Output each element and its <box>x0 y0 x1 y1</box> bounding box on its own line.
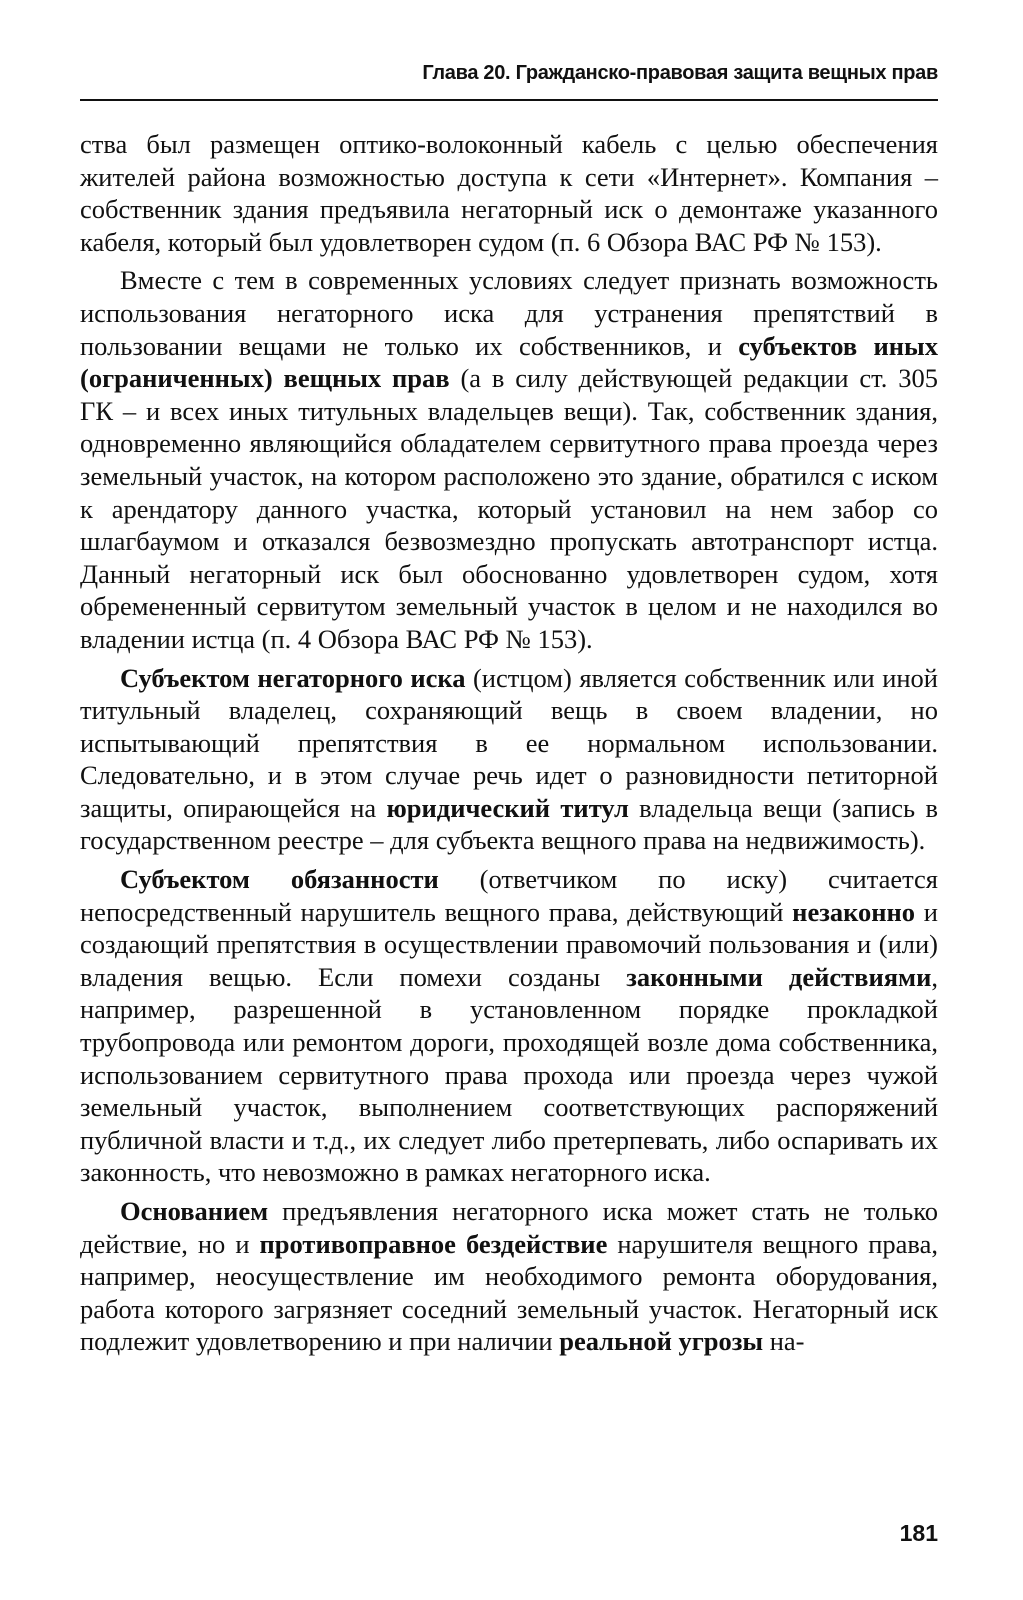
page-number: 181 <box>899 1520 938 1546</box>
body-text <box>80 128 938 1364</box>
text-run: , например, разрешенной в установленном порядке прокладкой трубопровода или ремонтом дороги, проходящей возле дома собственника, использованием сервитутного права прохода или проезда через чужой земельный участок, выполнением соответствующих распоряжений публичной власти и т.д., их следует либо претерпевать, либо оспаривать их законность, что невозможно в рамках негаторного иска. <box>80 961 938 1188</box>
paragraph-5 <box>80 1195 938 1358</box>
text-run: и создающий препятствия в осуществлении правомочий пользования и (или) владения вещью. Если помехи созданы <box>80 896 938 992</box>
bold-term: Субъектом негаторного иска <box>120 662 466 693</box>
bold-term: Субъектом обязанности <box>120 864 439 895</box>
running-header: Глава 20. Гражданско-правовая защита вещных прав <box>422 62 938 84</box>
bold-term: законными действиями <box>626 961 932 992</box>
bold-term: Основанием <box>120 1196 269 1226</box>
bold-term: незаконно <box>792 896 916 927</box>
bold-term: противоправное бездействие <box>259 1228 608 1259</box>
text-run: предъявления негаторного иска может стать не только действие, но и <box>80 1196 938 1259</box>
text-run: владельца вещи (запись в государственном реестре – для субъекта вещного права на недвижимость). <box>80 792 938 856</box>
text-run: (истцом) является собственник или иной титульный владелец, сохраняющий вещь в своем владении, но испытывающий препятствия в ее нормальном использовании. Следовательно, и в этом случае речь идет о разновидности петиторной защиты, опирающейся на <box>80 662 938 823</box>
bold-term: реальной угрозы <box>559 1326 764 1357</box>
paragraph-2 <box>80 264 938 655</box>
paragraph-4 <box>80 863 938 1189</box>
paragraph-1 <box>80 128 938 258</box>
text-run: нарушителя вещного права, например, неосуществление им необходимого ремонта оборудования, работа которого загрязняет соседний земельный участок. Негаторный иск подлежит удовлетворению и при наличии <box>80 1228 938 1357</box>
header-rule <box>80 99 938 101</box>
bold-term: юридический титул <box>386 792 629 823</box>
text-run: (ответчиком по иску) считается непосредственный нарушитель вещного права, действующий <box>80 864 938 927</box>
paragraph-3 <box>80 662 938 858</box>
text-run: ства был размещен оптико-волоконный кабель с целью обеспечения жителей района возможностью доступа к сети «Интернет». Компания – собственник здания предъявила негаторный иск о демонтаже указанного кабеля, который был удовлетворен судом (п. 6 Обзора ВАС РФ № 153). <box>80 129 938 257</box>
text-run: (а в силу действующей редакции ст. 305 ГК – и всех иных титульных владельцев вещи). Так, собственник здания, одновременно являющийся обладателем сервитутного права проезда через земельный участок, на котором расположено это здание, обратился с иском к арендатору данного участка, который установил на нем забор со шлагбаумом и отказался безвозмездно пропускать автотранспорт истца. Данный негаторный иск был обоснованно удовлетворен судом, хотя обремененный сервитутом земельный участок в целом и не находился во владении истца (п. 4 Обзора ВАС РФ № 153). <box>80 363 938 654</box>
bold-term: субъектов иных (ограниченных) вещных прав <box>80 330 939 394</box>
text-run: на- <box>763 1326 805 1357</box>
text-run: Вместе с тем в современных условиях следует признать возможность использования негаторного иска для устранения препятствий в пользовании вещами не только их собственников, и <box>80 265 938 361</box>
